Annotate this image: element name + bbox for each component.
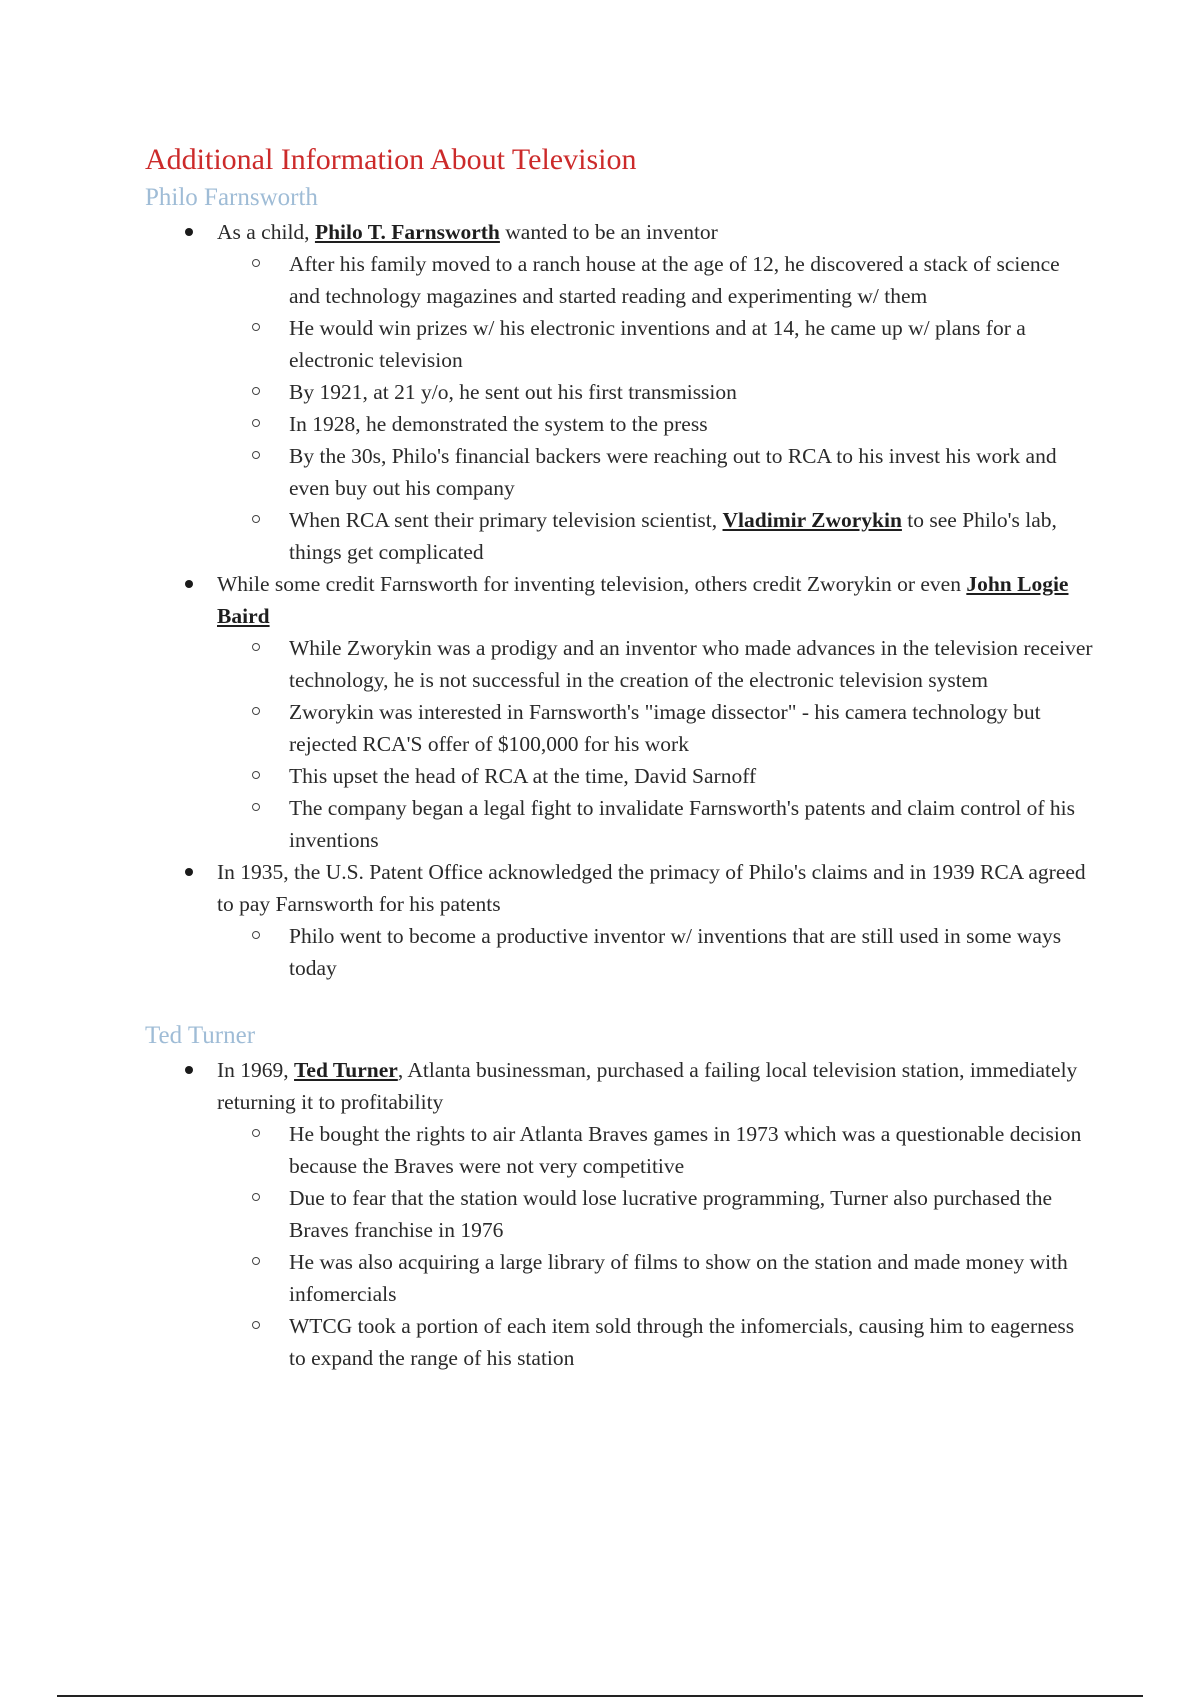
keyword: John Logie Baird <box>217 572 1069 628</box>
circle-bullet-icon <box>252 515 260 523</box>
keyword: Ted Turner <box>294 1058 398 1082</box>
circle-bullet-icon <box>252 1321 260 1329</box>
item-text: While Zworykin was a prodigy and an inventor who made advances in the television receiver technology, he is not successful in the creation of the electronic television system <box>289 636 1093 692</box>
circle-bullet-icon <box>252 451 260 459</box>
document-page <box>145 140 1095 1374</box>
section-heading: Philo Farnsworth <box>145 184 318 211</box>
sub-list-item <box>217 1310 1095 1374</box>
item-text: wanted to be an inventor <box>499 220 718 244</box>
item-text: In 1969, <box>217 1058 295 1082</box>
circle-bullet-icon <box>252 643 260 651</box>
circle-bullet-icon <box>252 707 260 715</box>
sub-list <box>217 248 1095 568</box>
sub-list-item <box>217 1246 1095 1310</box>
document-title: Additional Information About Television <box>145 143 637 176</box>
item-text: to see Philo's lab, things get complicated <box>289 508 1057 564</box>
sub-list <box>217 632 1095 856</box>
item-text: Due to fear that the station would lose lucrative programming, Turner also purchased the Braves franchise in 1976 <box>289 1186 1053 1242</box>
bullet-icon <box>185 580 193 588</box>
circle-bullet-icon <box>252 1193 260 1201</box>
sub-list-item <box>217 408 1095 440</box>
item-text: While some credit Farnsworth for inventing television, others credit Zworykin or even <box>217 572 967 596</box>
sub-list-item <box>217 760 1095 792</box>
item-text: Philo went to become a productive inventor w/ inventions that are still used in some ways today <box>289 924 1062 980</box>
bullet-icon <box>185 868 193 876</box>
item-text: In 1928, he demonstrated the system to the press <box>289 412 708 436</box>
circle-bullet-icon <box>252 803 260 811</box>
list-item <box>145 568 1095 856</box>
item-text: By the 30s, Philo's financial backers were reaching out to RCA to his invest his work and even buy out his company <box>289 444 1057 500</box>
item-text: , Atlanta businessman, purchased a failing local television station, immediately returning it to profitability <box>217 1058 1078 1114</box>
sub-list-item <box>217 312 1095 376</box>
sub-list-item <box>217 696 1095 760</box>
circle-bullet-icon <box>252 387 260 395</box>
circle-bullet-icon <box>252 419 260 427</box>
item-text: WTCG took a portion of each item sold through the infomercials, causing him to eagerness to expand the range of his station <box>289 1314 1075 1370</box>
sub-list-item <box>217 920 1095 984</box>
circle-bullet-icon <box>252 259 260 267</box>
item-text: After his family moved to a ranch house at the age of 12, he discovered a stack of science and technology magazines and started reading and experimenting w/ them <box>289 252 1060 308</box>
section-heading: Ted Turner <box>145 1022 256 1049</box>
item-text: He bought the rights to air Atlanta Braves games in 1973 which was a questionable decision because the Braves were not very competitive <box>289 1122 1082 1178</box>
circle-bullet-icon <box>252 323 260 331</box>
circle-bullet-icon <box>252 931 260 939</box>
keyword: Vladimir Zworykin <box>722 508 902 532</box>
bullet-icon <box>185 228 193 236</box>
item-text: He was also acquiring a large library of films to show on the station and made money with infomercials <box>289 1250 1068 1306</box>
circle-bullet-icon <box>252 771 260 779</box>
sub-list-item <box>217 1182 1095 1246</box>
sub-list-item <box>217 376 1095 408</box>
circle-bullet-icon <box>252 1129 260 1137</box>
sub-list-item <box>217 248 1095 312</box>
list-item <box>145 1054 1095 1374</box>
sub-list-item <box>217 792 1095 856</box>
list-item <box>145 856 1095 984</box>
item-text: In 1935, the U.S. Patent Office acknowledged the primacy of Philo's claims and in 1939 RCA agreed to pay Farnsworth for his patents <box>217 860 1086 916</box>
item-text: He would win prizes w/ his electronic inventions and at 14, he came up w/ plans for a electronic television <box>289 316 1026 372</box>
bullet-icon <box>185 1066 193 1074</box>
item-text: As a child, <box>217 220 315 244</box>
circle-bullet-icon <box>252 1257 260 1265</box>
sub-list-item <box>217 504 1095 568</box>
keyword: Philo T. Farnsworth <box>314 220 500 244</box>
item-text: This upset the head of RCA at the time, David Sarnoff <box>289 764 757 788</box>
list-item <box>145 216 1095 568</box>
bullet-list <box>145 216 1095 984</box>
sub-list <box>217 920 1095 984</box>
sub-list-item <box>217 632 1095 696</box>
item-text: When RCA sent their primary television scientist, <box>289 508 723 532</box>
item-text: The company began a legal fight to invalidate Farnsworth's patents and claim control of his inventions <box>289 796 1076 852</box>
sub-list <box>217 1118 1095 1374</box>
sub-list-item <box>217 1118 1095 1182</box>
item-text: By 1921, at 21 y/o, he sent out his first transmission <box>289 380 737 404</box>
footer-rule <box>57 1695 1143 1697</box>
section-philo-farnsworth <box>145 180 1095 984</box>
section-ted-turner <box>145 1018 1095 1374</box>
bullet-list <box>145 1054 1095 1374</box>
sub-list-item <box>217 440 1095 504</box>
item-text: Zworykin was interested in Farnsworth's "image dissector" - his camera technology but rejected RCA'S offer of $100,000 for his work <box>289 700 1041 756</box>
